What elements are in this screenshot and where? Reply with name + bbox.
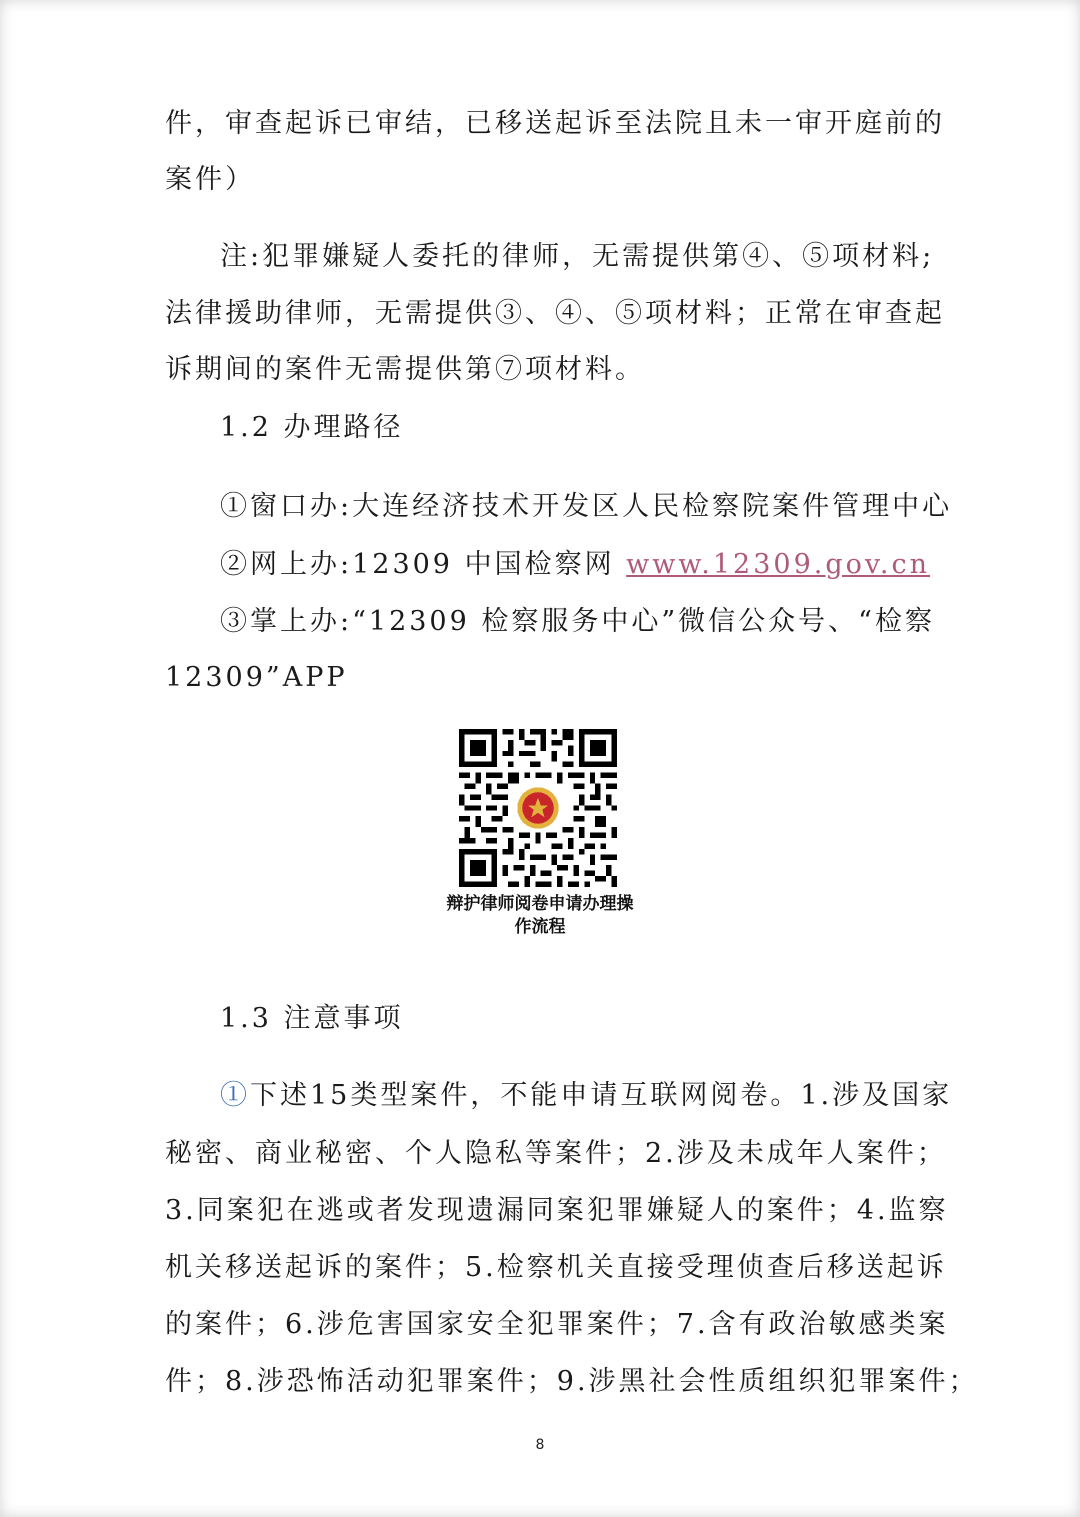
notice-text-line: 件；8.涉恐怖活动犯罪案件；9.涉黑社会性质组织犯罪案件；: [165, 1366, 979, 1397]
note-text-line: 注:犯罪嫌疑人委托的律师，无需提供第④、⑤项材料;: [220, 241, 935, 272]
route-item-online-label: ②网上办:12309 中国检察网: [220, 549, 627, 580]
qr-caption-line: 辩护律师阅卷申请办理操: [446, 894, 634, 914]
section-heading-1-3: 1.3 注意事项: [220, 1003, 404, 1034]
section-heading-1-2: 1.2 办理路径: [220, 412, 404, 443]
route-item-mobile-cont: 12309”APP: [165, 662, 348, 693]
note-text-line: 法律援助律师，无需提供③、④、⑤项材料；正常在审查起: [165, 298, 945, 329]
notice-marker: ①: [220, 1080, 250, 1111]
qr-caption: [410, 893, 670, 939]
notice-text-line: 机关移送起诉的案件；5.检察机关直接受理侦查后移送起诉: [165, 1252, 947, 1283]
notice-text: 下述15类型案件，不能申请互联网阅卷。1.涉及国家: [250, 1080, 953, 1111]
note-text-line: 诉期间的案件无需提供第⑦项材料。: [165, 354, 645, 385]
qr-caption-line: 作流程: [514, 917, 566, 937]
notice-text-line: 秘密、商业秘密、个人隐私等案件；2.涉及未成年人案件；: [165, 1138, 947, 1169]
qr-code-icon[interactable]: [459, 729, 617, 887]
page-number: 8: [535, 1437, 545, 1453]
body-text-line: 案件）: [165, 164, 255, 195]
website-link[interactable]: www.12309.gov.cn: [626, 549, 931, 580]
notice-text-line: [220, 1076, 952, 1116]
notice-text-line: 3.同案犯在逃或者发现遗漏同案犯罪嫌疑人的案件；4.监察: [165, 1195, 949, 1226]
route-item-mobile: ③掌上办:“12309 检察服务中心”微信公众号、“检察: [220, 606, 935, 637]
route-item-online: [220, 545, 930, 585]
body-text-line: 件，审查起诉已审结，已移送起诉至法院且未一审开庭前的: [165, 108, 945, 139]
route-item-window: ①窗口办:大连经济技术开发区人民检察院案件管理中心: [220, 491, 953, 522]
procuratorate-emblem-icon: [513, 783, 562, 832]
notice-text-line: 的案件；6.涉危害国家安全犯罪案件；7.含有政治敏感类案: [165, 1309, 949, 1340]
